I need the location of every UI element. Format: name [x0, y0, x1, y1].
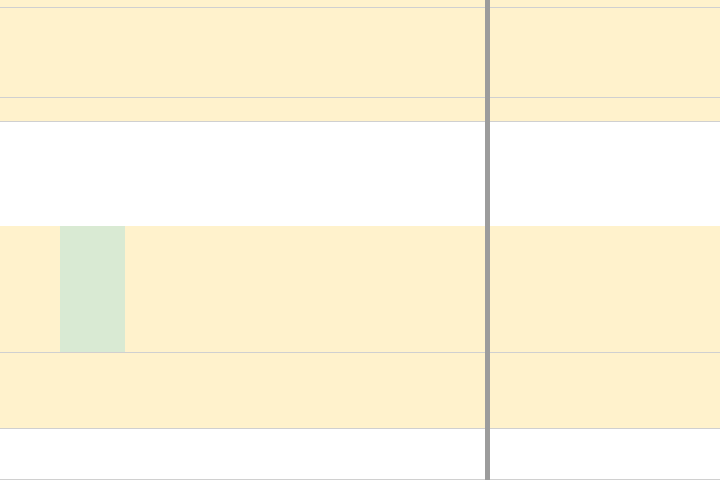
header-c7 — [342, 0, 390, 7]
header-c2 — [125, 0, 185, 7]
header-c10 — [545, 0, 592, 7]
process-c7 — [390, 226, 440, 352]
promotion-c11 — [545, 8, 592, 97]
process-c10 — [545, 226, 592, 352]
promotion-c9 — [440, 8, 485, 97]
process-c4 — [232, 226, 280, 352]
header-c11 — [592, 0, 644, 7]
process-c3 — [185, 226, 232, 352]
promotion-c7 — [342, 8, 390, 97]
quality-c8 — [440, 353, 485, 428]
quality-c3 — [185, 353, 232, 428]
last-c0 — [0, 463, 60, 479]
quality-c4 — [232, 353, 280, 428]
header-c6 — [280, 0, 342, 7]
header-title — [0, 0, 60, 7]
process-c14 — [684, 226, 720, 352]
last-c9 — [485, 463, 545, 479]
place-row — [0, 98, 720, 122]
process-c9 — [485, 226, 545, 352]
quality-c5 — [280, 353, 342, 428]
promotion-title — [0, 8, 60, 97]
process-c0 — [60, 226, 125, 352]
quality-c6 — [342, 353, 390, 428]
promotion-c12 — [592, 8, 644, 97]
process-c12 — [644, 226, 684, 352]
promotion-c10 — [485, 8, 545, 97]
quality-c10 — [545, 353, 592, 428]
quality-c0 — [60, 353, 125, 428]
header-row — [0, 0, 720, 8]
process-c1 — [125, 226, 185, 352]
promotion-c1 — [60, 8, 125, 97]
promotion-c5 — [232, 8, 280, 97]
promotion-c6 — [280, 8, 342, 97]
promotion-c8 — [390, 8, 440, 97]
quality-c13 — [684, 353, 720, 428]
quality-title — [0, 353, 60, 428]
promotion-c13 — [644, 8, 684, 97]
quality-c7 — [390, 353, 440, 428]
process-c5 — [280, 226, 342, 352]
header-c4 — [232, 0, 280, 7]
quality-c12 — [644, 353, 684, 428]
last-c8 — [440, 463, 485, 479]
promotion-c3 — [125, 8, 185, 97]
place-c1 — [60, 98, 185, 121]
process-row — [0, 226, 720, 353]
process-c8 — [440, 226, 485, 352]
header-c12 — [644, 0, 684, 7]
last-row — [0, 463, 720, 480]
gray-separator — [485, 0, 490, 480]
process-c6 — [342, 226, 390, 352]
promotion-row — [0, 8, 720, 98]
process-c11 — [592, 226, 644, 352]
quality-c1 — [125, 353, 185, 428]
header-c3 — [185, 0, 232, 7]
header-c13 — [684, 0, 720, 7]
header-c9 — [440, 0, 485, 7]
quality-c11 — [592, 353, 644, 428]
quality-row — [0, 353, 720, 429]
header-c1 — [60, 0, 125, 7]
process-title — [0, 226, 60, 352]
promotion-c4 — [185, 8, 232, 97]
promotion-c14 — [684, 8, 720, 97]
place-title — [0, 98, 60, 121]
